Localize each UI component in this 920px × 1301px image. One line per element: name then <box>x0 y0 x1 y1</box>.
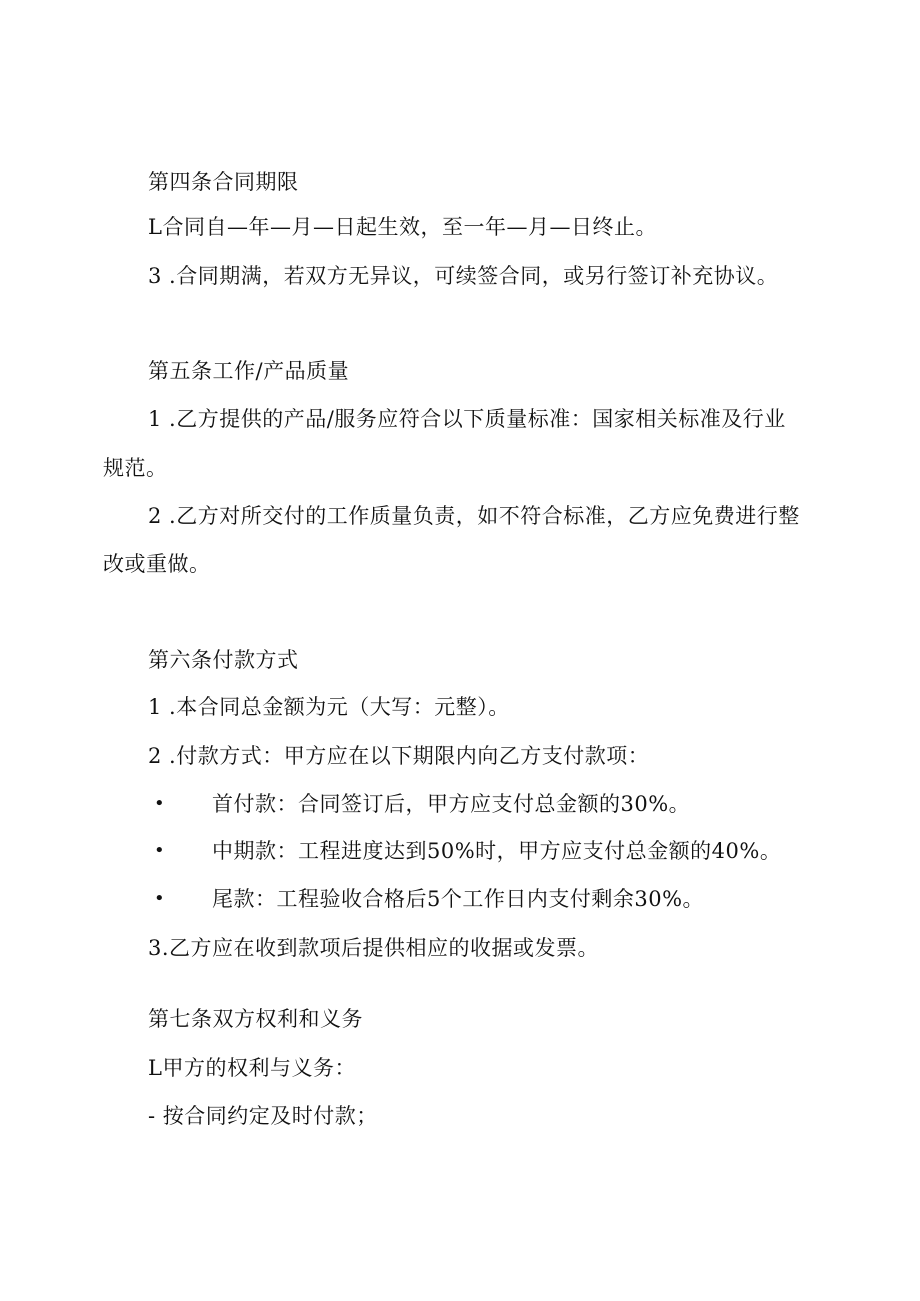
section-4-title: 第四条合同期限 <box>148 170 299 194</box>
section-5-clause-2-line-1: 2 .乙方对所交付的工作质量负责，如不符合标准，乙方应免费进行整 <box>148 504 800 528</box>
payment-item-middle: 中期款：工程进度达到50%时，甲方应支付总金额的40%。 <box>212 839 782 863</box>
section-6-clause-3: 3.乙方应在收到款项后提供相应的收据或发票。 <box>148 936 600 960</box>
bullet-dot-icon: • <box>154 793 165 814</box>
section-7-title: 第七条双方权利和义务 <box>148 1007 363 1031</box>
bullet-dot-icon: • <box>154 840 165 861</box>
section-6-clause-2: 2 .付款方式：甲方应在以下期限内向乙方支付款项： <box>148 744 650 768</box>
section-7-clause-1: L甲方的权利与义务： <box>148 1056 356 1080</box>
payment-item-first: 首付款：合同签订后，甲方应支付总金额的30%。 <box>212 792 691 816</box>
section-6-title: 第六条付款方式 <box>148 648 299 672</box>
section-5-clause-1-line-1: 1 .乙方提供的产品/服务应符合以下质量标准：国家相关标准及行业 <box>148 407 786 431</box>
section-4-clause-2: 3 .合同期满，若双方无异议，可续签合同，或另行签订补充协议。 <box>148 264 779 288</box>
section-5-title: 第五条工作/产品质量 <box>148 359 350 383</box>
section-5-clause-2-line-2: 改或重做。 <box>103 552 211 576</box>
section-6-clause-1: 1 .本合同总金额为元（大写：元整）。 <box>148 695 510 719</box>
section-5-clause-1-line-2: 规范。 <box>103 456 168 480</box>
section-7-item-1: - 按合同约定及时付款； <box>148 1104 378 1128</box>
bullet-dot-icon: • <box>154 888 165 909</box>
payment-item-final: 尾款：工程验收合格后5个工作日内支付剩余30%。 <box>212 887 705 911</box>
section-4-clause-1: L合同自—年—月—日起生效，至一年—月—日终止。 <box>148 215 657 239</box>
